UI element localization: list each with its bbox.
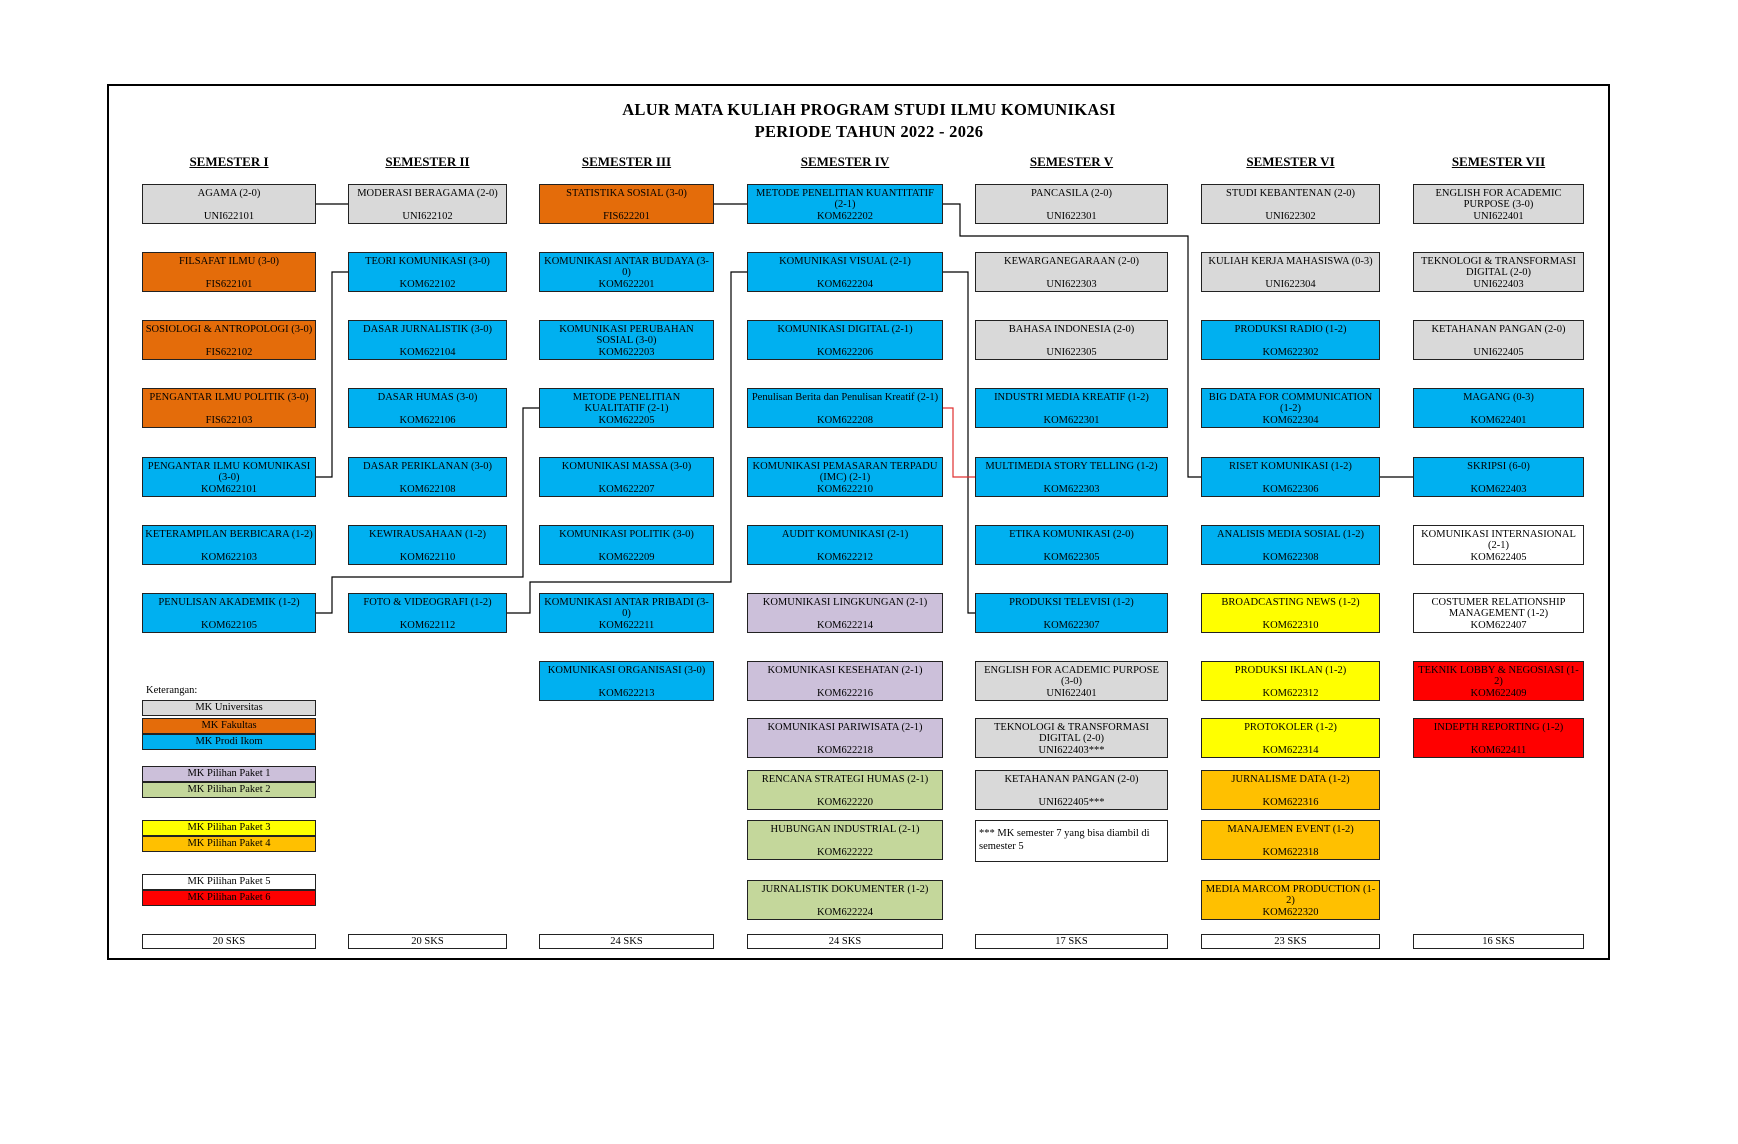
course-name: PROTOKOLER (1-2) <box>1244 722 1337 733</box>
semester-header: SEMESTER VII <box>1451 154 1546 169</box>
legend-item: MK Pilihan Paket 1 <box>142 766 316 782</box>
course-code: KOM622101 <box>200 484 257 495</box>
course-name: ENGLISH FOR ACADEMIC PURPOSE (3-0) <box>1435 188 1562 210</box>
course-box <box>1201 880 1380 920</box>
course-code: KOM622318 <box>1262 847 1319 858</box>
legend-item: MK Pilihan Paket 5 <box>142 874 316 890</box>
course-code: KOM622314 <box>1262 745 1319 756</box>
course-code: KOM622112 <box>399 620 456 631</box>
note: *** MK semester 7 yang bisa diambil di semester 5 <box>975 820 1168 862</box>
course-code: KOM622405 <box>1470 552 1527 563</box>
course-name: MULTIMEDIA STORY TELLING (1-2) <box>985 461 1158 472</box>
course-box <box>975 718 1168 758</box>
course-name: AUDIT KOMUNIKASI (2-1) <box>781 529 909 540</box>
legend-item: MK Pilihan Paket 6 <box>142 890 316 906</box>
course-box <box>539 661 714 701</box>
course-name: TEKNOLOGI & TRANSFORMASI DIGITAL (2-0) <box>1421 256 1576 278</box>
course-box <box>747 320 943 360</box>
course-code: UNI622304 <box>1265 279 1316 290</box>
course-box <box>747 252 943 292</box>
course-box <box>975 525 1168 565</box>
course-name: KEWARGANEGARAAN (2-0) <box>1003 256 1140 267</box>
course-code: KOM622103 <box>200 552 257 563</box>
course-name: MAGANG (0-3) <box>1463 392 1534 403</box>
course-box <box>348 457 507 497</box>
course-box <box>142 320 316 360</box>
course-name: BAHASA INDONESIA (2-0) <box>1008 324 1135 335</box>
course-name: METODE PENELITIAN KUANTITATIF (2-1) <box>755 188 935 210</box>
course-code: KOM622108 <box>399 484 456 495</box>
course-box <box>539 457 714 497</box>
legend-item: MK Prodi Ikom <box>142 734 316 750</box>
course-name: PRODUKSI IKLAN (1-2) <box>1234 665 1347 676</box>
course-code: KOM622203 <box>598 347 655 358</box>
course-name: KOMUNIKASI PARIWISATA (2-1) <box>767 722 923 733</box>
course-code: KOM622306 <box>1262 484 1319 495</box>
course-name: METODE PENELITIAN KUALITATIF (2-1) <box>572 392 681 414</box>
course-name: BROADCASTING NEWS (1-2) <box>1221 597 1360 608</box>
course-code: KOM622302 <box>1262 347 1319 358</box>
course-box <box>142 388 316 428</box>
course-name: KOMUNIKASI ORGANISASI (3-0) <box>547 665 706 676</box>
course-box <box>747 820 943 860</box>
semester-header: SEMESTER VI <box>1246 154 1335 169</box>
legend-item: MK Fakultas <box>142 718 316 734</box>
course-box <box>975 770 1168 810</box>
course-box <box>1201 184 1380 224</box>
course-box <box>348 252 507 292</box>
course-code: KOM622207 <box>598 484 655 495</box>
course-code: KOM622222 <box>816 847 873 858</box>
course-box <box>747 661 943 701</box>
course-box <box>1413 252 1584 292</box>
course-box <box>1201 252 1380 292</box>
course-name: KETAHANAN PANGAN (2-0) <box>1004 774 1139 785</box>
course-code: UNI622401 <box>1046 688 1097 699</box>
course-box <box>975 457 1168 497</box>
course-name: RENCANA STRATEGI HUMAS (2-1) <box>761 774 929 785</box>
course-name: JURNALISME DATA (1-2) <box>1231 774 1350 785</box>
course-box <box>975 593 1168 633</box>
course-name: SOSIOLOGI & ANTROPOLOGI (3-0) <box>145 324 313 335</box>
course-code: KOM622204 <box>816 279 873 290</box>
course-box <box>1201 320 1380 360</box>
course-code: KOM622110 <box>399 552 456 563</box>
course-code: KOM622212 <box>816 552 873 563</box>
course-code: UNI622403*** <box>1038 745 1105 756</box>
course-code: UNI622301 <box>1046 211 1097 222</box>
course-name: KOMUNIKASI ANTAR BUDAYA (3-0) <box>544 256 709 278</box>
semester-header: SEMESTER II <box>385 154 470 169</box>
course-box <box>747 718 943 758</box>
course-code: UNI622302 <box>1265 211 1316 222</box>
course-box <box>1413 525 1584 565</box>
course-box <box>142 252 316 292</box>
course-code: KOM622220 <box>816 797 873 808</box>
course-name: KOMUNIKASI LINGKUNGAN (2-1) <box>762 597 928 608</box>
course-name: JURNALISTIK DOKUMENTER (1-2) <box>761 884 929 895</box>
course-code: UNI622405 <box>1473 347 1524 358</box>
course-box <box>348 320 507 360</box>
course-name: KOMUNIKASI POLITIK (3-0) <box>559 529 694 540</box>
connector-line <box>943 408 975 477</box>
course-code: KOM622316 <box>1262 797 1319 808</box>
course-box <box>1413 388 1584 428</box>
course-code: UNI622101 <box>203 211 255 222</box>
course-code: UNI622102 <box>402 211 453 222</box>
course-box <box>975 320 1168 360</box>
course-box <box>142 457 316 497</box>
connector-line <box>316 272 348 477</box>
course-code: KOM622210 <box>816 484 873 495</box>
course-name: STUDI KEBANTENAN (2-0) <box>1226 188 1355 199</box>
course-box <box>1201 661 1380 701</box>
course-code: KOM622104 <box>399 347 456 358</box>
course-name: ETIKA KOMUNIKASI (2-0) <box>1009 529 1134 540</box>
semester-header: SEMESTER III <box>581 154 672 169</box>
course-name: KETAHANAN PANGAN (2-0) <box>1431 324 1566 335</box>
course-code: KOM622208 <box>816 415 873 426</box>
course-code: KOM622320 <box>1262 907 1319 918</box>
course-box <box>747 770 943 810</box>
course-code: UNI622401 <box>1473 211 1524 222</box>
semester-header: SEMESTER IV <box>800 154 890 169</box>
legend-item: MK Pilihan Paket 2 <box>142 782 316 798</box>
course-code: KOM622409 <box>1470 688 1527 699</box>
course-name: PRODUKSI RADIO (1-2) <box>1234 324 1347 335</box>
course-name: DASAR HUMAS (3-0) <box>377 392 478 403</box>
course-code: KOM622307 <box>1043 620 1100 631</box>
course-box <box>1201 718 1380 758</box>
course-box <box>747 880 943 920</box>
course-code: KOM622102 <box>399 279 456 290</box>
course-box <box>142 593 316 633</box>
course-box <box>975 388 1168 428</box>
course-box <box>1201 388 1380 428</box>
course-name: TEKNIK LOBBY & NEGOSIASI (1-2) <box>1418 665 1579 687</box>
course-name: KOMUNIKASI PERUBAHAN SOSIAL (3-0) <box>559 324 694 346</box>
course-box <box>975 252 1168 292</box>
course-code: KOM622216 <box>816 688 873 699</box>
semester-sks-total: 20 SKS <box>142 934 316 949</box>
course-code: KOM622301 <box>1043 415 1100 426</box>
course-name: KOMUNIKASI DIGITAL (2-1) <box>777 324 913 335</box>
course-name: INDUSTRI MEDIA KREATIF (1-2) <box>994 392 1149 403</box>
course-code: KOM622105 <box>200 620 257 631</box>
course-name: ANALISIS MEDIA SOSIAL (1-2) <box>1217 529 1364 540</box>
course-box <box>1413 320 1584 360</box>
course-name: PENGANTAR ILMU KOMUNIKASI (3-0) <box>147 461 311 483</box>
course-name: Penulisan Berita dan Penulisan Kreatif (2-1) <box>751 392 939 403</box>
course-box <box>1413 457 1584 497</box>
course-box <box>348 388 507 428</box>
course-name: KOMUNIKASI INTERNASIONAL (2-1) <box>1421 529 1576 551</box>
course-name: FILSAFAT ILMU (3-0) <box>179 256 279 267</box>
course-box <box>747 457 943 497</box>
course-box <box>539 184 714 224</box>
course-code: KOM622411 <box>1470 745 1527 756</box>
course-code: KOM622312 <box>1262 688 1319 699</box>
course-code: KOM622304 <box>1262 415 1319 426</box>
course-name: MEDIA MARCOM PRODUCTION (1-2) <box>1205 884 1376 906</box>
course-box <box>747 525 943 565</box>
course-name: RISET KOMUNIKASI (1-2) <box>1229 461 1352 472</box>
course-code: KOM622201 <box>598 279 655 290</box>
course-code: KOM622403 <box>1470 484 1527 495</box>
course-name: PRODUKSI TELEVISI (1-2) <box>1009 597 1134 608</box>
course-box <box>747 184 943 224</box>
course-code: UNI622405*** <box>1038 797 1105 808</box>
course-name: STATISTIKA SOSIAL (3-0) <box>566 188 687 199</box>
course-code: KOM622401 <box>1470 415 1527 426</box>
course-box <box>747 593 943 633</box>
course-name: KULIAH KERJA MAHASISWA (0-3) <box>1208 256 1373 267</box>
legend-item: MK Pilihan Paket 4 <box>142 836 316 852</box>
course-name: DASAR JURNALISTIK (3-0) <box>363 324 492 335</box>
course-box <box>539 593 714 633</box>
semester-sks-total: 23 SKS <box>1201 934 1380 949</box>
course-box <box>539 252 714 292</box>
course-box <box>348 593 507 633</box>
course-code: KOM622106 <box>399 415 456 426</box>
connector-line <box>316 408 539 613</box>
course-code: KOM622211 <box>598 620 655 631</box>
legend-item: MK Universitas <box>142 700 316 716</box>
course-name: MODERASI BERAGAMA (2-0) <box>357 188 498 199</box>
course-name: AGAMA (2-0) <box>197 188 261 199</box>
course-box <box>348 525 507 565</box>
course-name: PENGANTAR ILMU POLITIK (3-0) <box>149 392 309 403</box>
course-name: DASAR PERIKLANAN (3-0) <box>363 461 492 472</box>
course-box <box>1201 770 1380 810</box>
course-name: FOTO & VIDEOGRAFI (1-2) <box>363 597 492 608</box>
course-code: UNI622305 <box>1046 347 1097 358</box>
course-box <box>142 184 316 224</box>
course-name: KETERAMPILAN BERBICARA (1-2) <box>145 529 313 540</box>
course-name: KOMUNIKASI KESEHATAN (2-1) <box>767 665 923 676</box>
course-name: ENGLISH FOR ACADEMIC PURPOSE (3-0) <box>984 665 1159 687</box>
course-code: KOM622407 <box>1470 620 1527 631</box>
course-code: FIS622201 <box>603 211 650 222</box>
semester-header: SEMESTER V <box>1029 154 1114 169</box>
semester-sks-total: 20 SKS <box>348 934 507 949</box>
course-code: KOM622308 <box>1262 552 1319 563</box>
course-code: KOM622224 <box>816 907 873 918</box>
course-box <box>1201 820 1380 860</box>
semester-sks-total: 24 SKS <box>747 934 943 949</box>
course-box <box>1201 457 1380 497</box>
course-box <box>1201 525 1380 565</box>
semester-sks-total: 16 SKS <box>1413 934 1584 949</box>
course-code: KOM622209 <box>598 552 655 563</box>
course-name: KEWIRAUSAHAAN (1-2) <box>369 529 486 540</box>
course-name: KOMUNIKASI PEMASARAN TERPADU (IMC) (2-1) <box>752 461 938 483</box>
diagram-title: ALUR MATA KULIAH PROGRAM STUDI ILMU KOMUNIKASI <box>622 100 1116 119</box>
course-name: HUBUNGAN INDUSTRIAL (2-1) <box>770 824 920 835</box>
course-name: KOMUNIKASI ANTAR PRIBADI (3-0) <box>544 597 709 619</box>
course-box <box>348 184 507 224</box>
course-code: KOM622310 <box>1262 620 1319 631</box>
course-name: PENULISAN AKADEMIK (1-2) <box>158 597 300 608</box>
course-box <box>1413 184 1584 224</box>
course-name: MANAJEMEN EVENT (1-2) <box>1227 824 1354 835</box>
semester-sks-total: 24 SKS <box>539 934 714 949</box>
legend-item: MK Pilihan Paket 3 <box>142 820 316 836</box>
course-code: KOM622218 <box>816 745 873 756</box>
course-box <box>747 388 943 428</box>
course-code: KOM622214 <box>816 620 873 631</box>
course-box <box>975 661 1168 701</box>
course-box <box>539 320 714 360</box>
course-name: TEORI KOMUNIKASI (3-0) <box>365 256 490 267</box>
course-name: INDEPTH REPORTING (1-2) <box>1433 722 1564 733</box>
course-box <box>1413 593 1584 633</box>
course-name: TEKNOLOGI & TRANSFORMASI DIGITAL (2-0) <box>994 722 1149 744</box>
course-name: KOMUNIKASI VISUAL (2-1) <box>779 256 911 267</box>
course-box <box>1413 661 1584 701</box>
course-code: KOM622206 <box>816 347 873 358</box>
course-code: UNI622303 <box>1046 279 1097 290</box>
course-code: FIS622101 <box>205 279 253 290</box>
course-code: UNI622403 <box>1473 279 1524 290</box>
course-code: KOM622303 <box>1043 484 1100 495</box>
course-box <box>142 525 316 565</box>
course-box <box>539 525 714 565</box>
course-name: SKRIPSI (6-0) <box>1467 461 1530 472</box>
course-name: KOMUNIKASI MASSA (3-0) <box>561 461 692 472</box>
course-name: BIG DATA FOR COMMUNICATION (1-2) <box>1208 392 1373 414</box>
diagram-subtitle: PERIODE TAHUN 2022 - 2026 <box>754 122 984 141</box>
course-name: PANCASILA (2-0) <box>1031 188 1112 199</box>
course-code: FIS622103 <box>205 415 253 426</box>
connector-line <box>943 272 975 613</box>
course-box <box>1413 718 1584 758</box>
semester-sks-total: 17 SKS <box>975 934 1168 949</box>
course-code: KOM622213 <box>598 688 655 699</box>
course-name: COSTUMER RELATIONSHIP MANAGEMENT (1-2) <box>1431 597 1566 619</box>
legend-title: Keterangan: <box>146 685 198 696</box>
course-code: KOM622202 <box>816 211 873 222</box>
course-code: KOM622205 <box>598 415 655 426</box>
course-code: KOM622305 <box>1043 552 1100 563</box>
semester-header: SEMESTER I <box>189 154 269 169</box>
course-code: FIS622102 <box>205 347 253 358</box>
course-box <box>975 184 1168 224</box>
course-box <box>539 388 714 428</box>
course-box <box>1201 593 1380 633</box>
